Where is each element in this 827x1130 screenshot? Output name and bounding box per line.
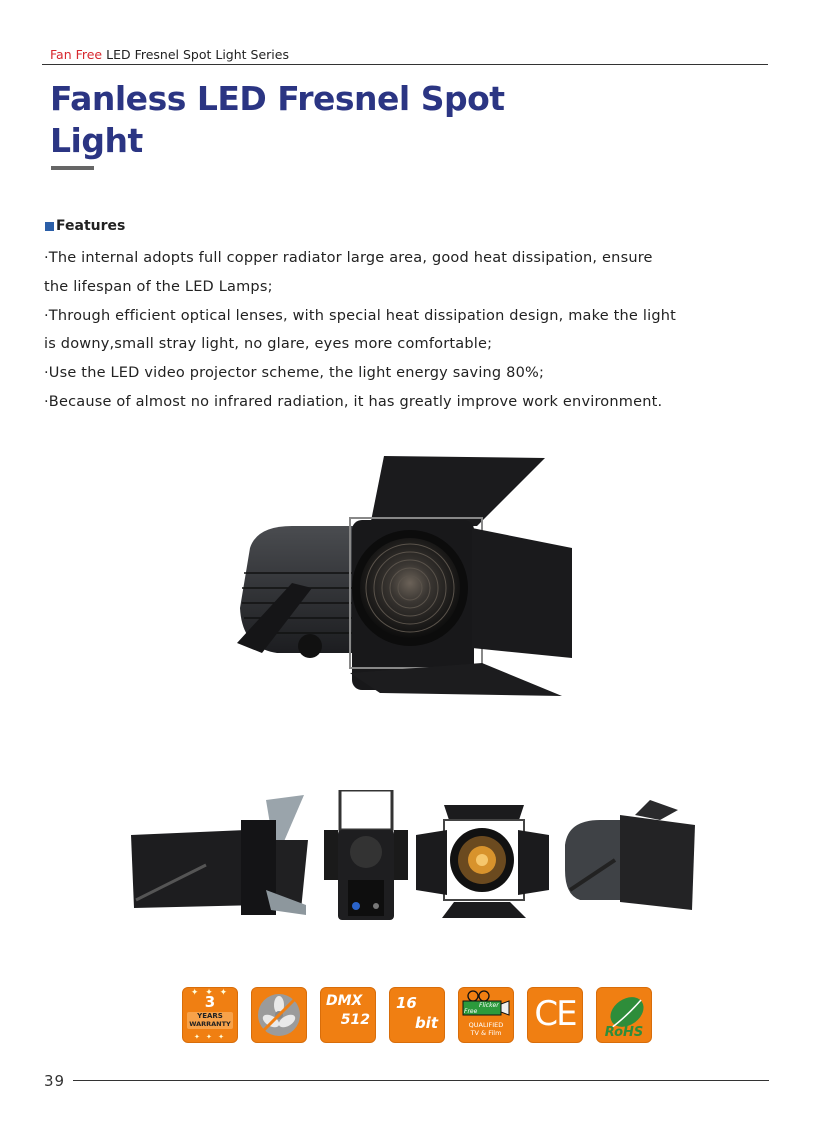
product-front-thumbnail bbox=[414, 790, 551, 920]
product-side-thumbnail bbox=[126, 790, 311, 920]
page-title bbox=[50, 78, 505, 162]
flicker-free-badge bbox=[458, 987, 514, 1043]
running-header bbox=[50, 47, 289, 62]
product-rear-thumbnail bbox=[322, 790, 410, 920]
feature-line: ·Use the LED video projector scheme, the light energy saving 80%; bbox=[44, 365, 545, 382]
fan-free-badge bbox=[251, 987, 307, 1043]
feature-line: ·The internal adopts full copper radiator large area, good heat dissipation, ensure bbox=[44, 250, 653, 266]
product-angle-thumbnail bbox=[560, 790, 698, 920]
header-series: LED Fresnel Spot Light Series bbox=[106, 47, 289, 62]
warranty-word: WARRANTY bbox=[189, 1020, 231, 1028]
bit-depth-number: 16 bbox=[396, 994, 417, 1012]
16-bit-badge bbox=[389, 987, 445, 1043]
bit-label: bit bbox=[414, 1014, 438, 1032]
dmx-label: DMX bbox=[326, 993, 363, 1009]
title-underline bbox=[51, 166, 94, 170]
header-brand: Fan Free bbox=[50, 47, 103, 62]
feature-line: ·Through efficient optical lenses, with special heat dissipation design, make the light bbox=[44, 307, 676, 324]
warranty-number: 3 bbox=[204, 993, 216, 1011]
warranty-years: YEARS bbox=[197, 1012, 223, 1020]
ce-mark: CE bbox=[534, 994, 576, 1034]
main-product-photo bbox=[232, 448, 577, 698]
rohs-label: RoHS bbox=[604, 1025, 644, 1040]
features-heading-label: Features bbox=[56, 218, 126, 234]
dmx-512-badge bbox=[320, 987, 376, 1043]
title-line-1: Fanless LED Fresnel Spot bbox=[50, 79, 505, 118]
header-divider bbox=[42, 64, 768, 65]
feature-line: the lifespan of the LED Lamps; bbox=[44, 278, 273, 295]
qualified-label: QUALIFIED bbox=[468, 1021, 504, 1029]
features-heading bbox=[45, 218, 125, 234]
footer-divider bbox=[73, 1080, 769, 1081]
free-label: Free bbox=[464, 1008, 478, 1015]
feature-line: is downy,small stray light, no glare, eyes more comfortable; bbox=[44, 336, 493, 353]
warranty-badge: ✦ ✦ ✦ 3 YEARS WARRANTY ✦ ✦ ✦ bbox=[182, 987, 238, 1043]
no-fan-icon bbox=[252, 988, 306, 1042]
bullet-square-icon bbox=[45, 222, 54, 231]
feature-badges bbox=[182, 987, 652, 1043]
rohs-badge bbox=[596, 987, 652, 1043]
flicker-label: Flicker bbox=[479, 1002, 499, 1009]
tv-film-label: TV & Film bbox=[470, 1029, 502, 1037]
ce-badge bbox=[527, 987, 583, 1043]
title-line-2: Light bbox=[50, 121, 143, 160]
features-list bbox=[44, 244, 744, 417]
feature-line: ·Because of almost no infrared radiation, it has greatly improve work environment. bbox=[44, 393, 663, 410]
page-number: 39 bbox=[44, 1072, 66, 1090]
dmx-channels: 512 bbox=[340, 1012, 370, 1028]
